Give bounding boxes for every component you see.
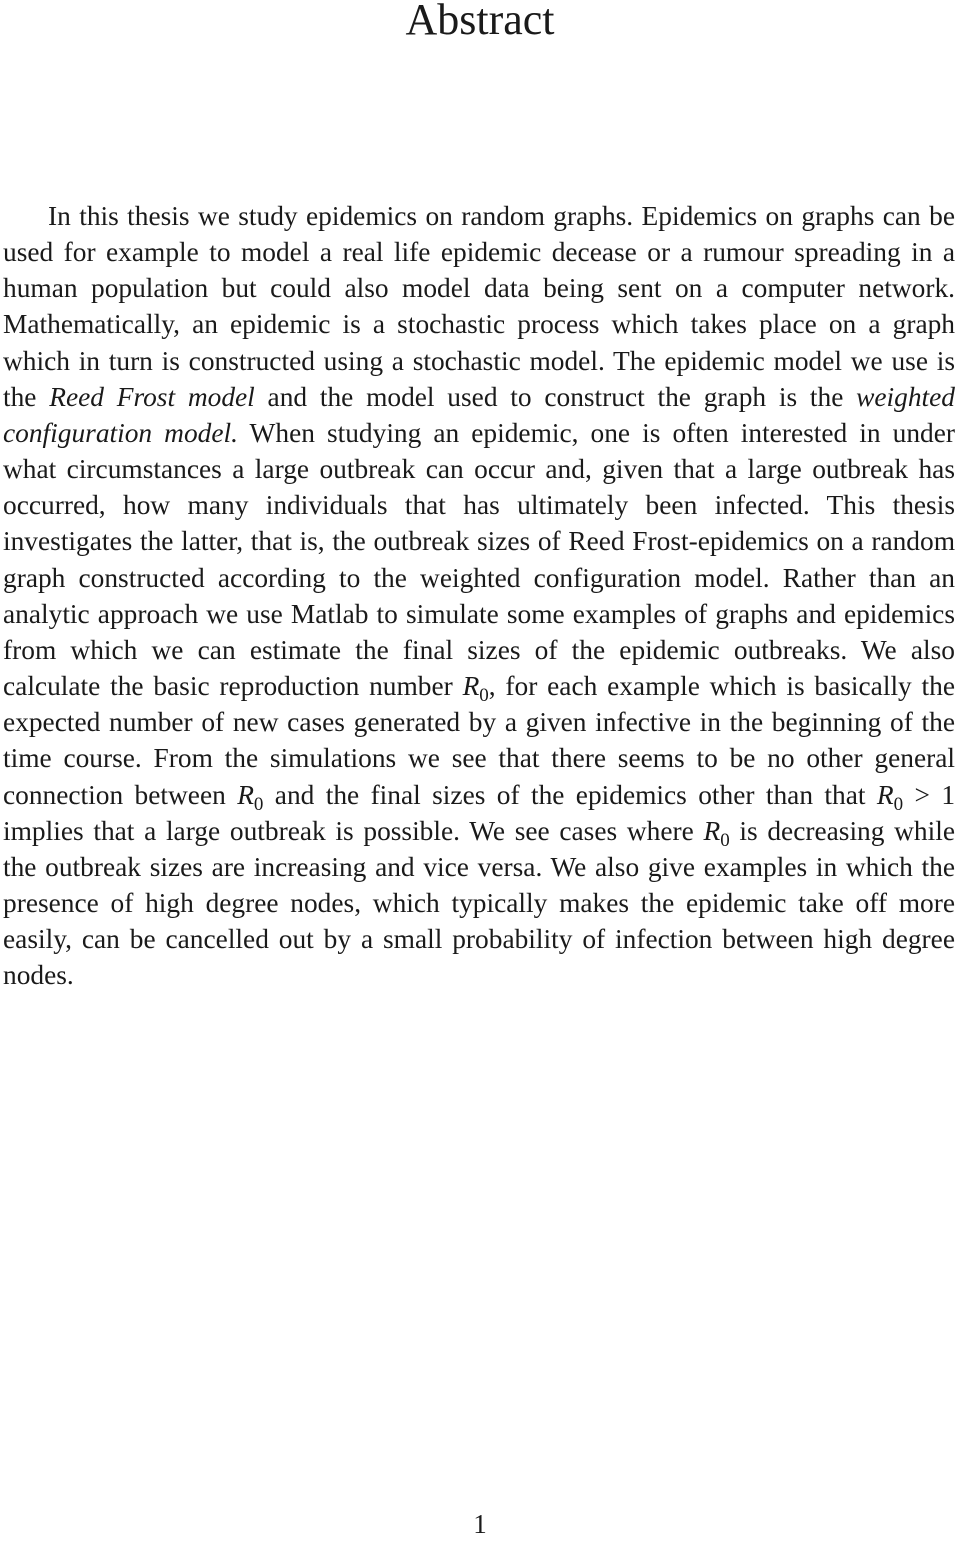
r0-subscript: 0 bbox=[893, 793, 904, 815]
abstract-text-2: and the model used to construct the graph is the bbox=[254, 381, 857, 412]
r0-symbol: R bbox=[237, 779, 254, 810]
r0-symbol: R bbox=[703, 815, 721, 846]
abstract-text-1: In this thesis we study epidemics on random graphs. Epidemics on graphs can be used for example to model a real life epidemic decease or a rumour spreading in a human population but could also model data being sent on a computer network. Mathematically, an epidemic is a stochastic process which takes place on a graph which in turn is constructed using a stochastic model. The epidemic model we use is the bbox=[3, 201, 955, 412]
abstract-text-3: When studying an epidemic, one is often interested in under what circumstances a large outbreak can occur and, given that a large outbreak has occurred, how many individuals that has ultimately been infected. This thesis investigates the latter, that is, the outbreak sizes of Reed Frost-epidemics on a random graph constructed according to the weighted configuration model. Rather than an analytic approach we use Matlab to simulate some examples of graphs and epidemics from which we can estimate the final sizes of the epidemic outbreaks. We also calculate the basic reproduction number bbox=[3, 417, 955, 702]
r0-subscript: 0 bbox=[253, 793, 264, 815]
r0-symbol: R bbox=[876, 779, 894, 810]
abstract-text-6: > 1 implies that a large outbreak is possible. We see cases where bbox=[3, 779, 956, 846]
abstract-text-4: , for each example which is basically the expected number of new cases generated by a given infective in the beginning of the time course. From the simulations we see that there seems to be no other general connection between bbox=[3, 671, 955, 810]
page-number: 1 bbox=[473, 1509, 487, 1539]
abstract-paragraph bbox=[3, 198, 955, 993]
r0-subscript: 0 bbox=[720, 829, 730, 851]
weighted-configuration-model-term: weighted configuration model. bbox=[3, 381, 955, 448]
abstract-text-7: is decreasing while the outbreak sizes are increasing and vice versa. We also give examples in which the presence of high degree nodes, which typically makes the epidemic take off more easily, can be cancelled out by a small probability of infection between high degree nodes. bbox=[3, 815, 955, 991]
r0-subscript: 0 bbox=[479, 685, 489, 707]
abstract-text-5: and the final sizes of the epidemics other than that bbox=[263, 779, 877, 810]
r0-symbol: R bbox=[462, 671, 480, 702]
reed-frost-model-term: Reed Frost model bbox=[49, 381, 255, 412]
abstract-heading: Abstract bbox=[405, 0, 555, 44]
